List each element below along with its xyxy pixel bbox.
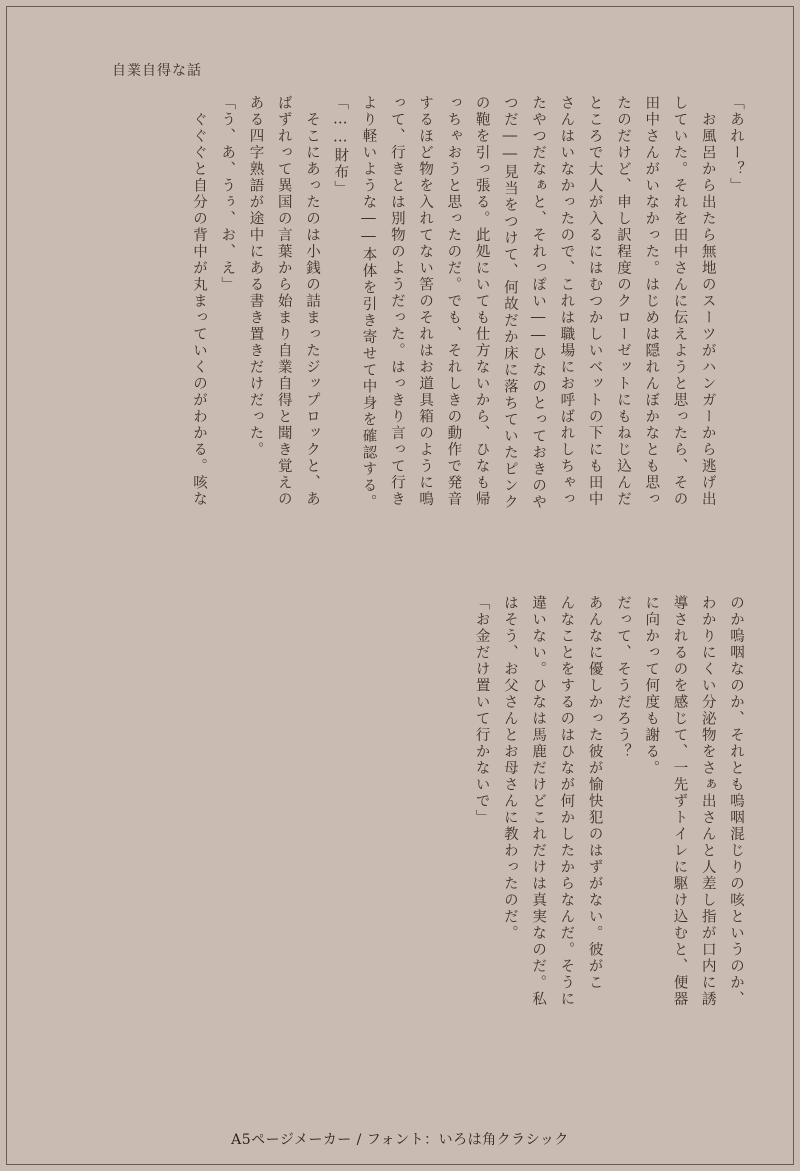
text-column: 「お金だけ置いて行かないで」 bbox=[473, 595, 490, 826]
text-column: つだ――見当をつけて、何故だか床に落ちていたピンク bbox=[501, 95, 518, 511]
text-column: お風呂から出たら無地のスーツがハンガーから逃げ出 bbox=[699, 95, 716, 508]
text-column: たのだけど、申し訳程度のクローゼットにもねじ込んだ bbox=[614, 95, 631, 508]
text-column: はそう、お父さんとお母さんに教わったのだ。 bbox=[501, 595, 518, 942]
text-column: んなことをするのはひなが何かしたからなんだ。そうに bbox=[558, 595, 575, 1008]
text-column: 「う、あ、うぅ、お、え」 bbox=[219, 95, 236, 293]
text-column: 「あれー？」 bbox=[728, 95, 744, 194]
text-column: より軽いような――本体を引き寄せて中身を確認する。 bbox=[360, 95, 377, 511]
text-column: って、行きとは別物のようだった。はっきり言って行き bbox=[388, 95, 405, 508]
text-column: さんはいなかったので、これは職場にお呼ばれしちゃっ bbox=[558, 95, 575, 508]
text-column: のか嗚咽なのか、それとも嗚咽混じりの咳というのか、 bbox=[728, 595, 744, 1008]
text-column: 導されるのを感じて、一先ずトイレに駆け込むと、便器 bbox=[671, 595, 688, 1008]
text-column: そこにあったのは小銭の詰まったジップロックと、あ bbox=[304, 95, 321, 508]
text-column: に向かって何度も謝る。 bbox=[643, 595, 660, 777]
text-column: 違いない。ひなは馬鹿だけどこれだけは真実なのだ。私 bbox=[530, 595, 547, 1008]
text-column: ところで大人が入るにはむつかしいベットの下にも田中 bbox=[586, 95, 603, 508]
text-column: の鞄を引っ張る。此処にいても仕方ないから、ひなも帰 bbox=[473, 95, 490, 508]
text-column: ぐぐぐと自分の背中が丸まっていくのがわかる。咳な bbox=[190, 95, 207, 508]
text-column: ばずれって異国の言葉から始まり自業自得と聞き覚えの bbox=[275, 95, 292, 508]
footer-credit: A5ページメーカー / フォント：いろは角クラシック bbox=[231, 1132, 569, 1148]
text-column: だって、そうだろう？ bbox=[614, 595, 631, 760]
text-column: していた。それを田中さんに伝えようと思ったら、その bbox=[671, 95, 688, 508]
text-column: たやつだなぁと、それっぽい――ひなのとっておきのや bbox=[530, 95, 547, 511]
text-column: 田中さんがいなかった。はじめは隠れんぼかなとも思っ bbox=[643, 95, 660, 508]
text-column: 「……財布」 bbox=[332, 95, 349, 197]
text-column: あんなに優しかった彼が愉快犯のはずがない。彼がこ bbox=[586, 595, 603, 991]
text-block-upper bbox=[185, 95, 750, 595]
body-text-area bbox=[60, 95, 750, 1075]
text-block-lower bbox=[467, 595, 750, 1008]
text-column: するほど物を入れてない筈のそれはお道具箱のように鳴 bbox=[417, 95, 434, 508]
text-column: っちゃおうと思ったのだ。でも、それしきの動作で発音 bbox=[445, 95, 462, 508]
text-column: わかりにくい分泌物をさぁ出さんと人差し指が口内に誘 bbox=[699, 595, 716, 1008]
page-title: 自業自得な話 bbox=[112, 63, 202, 79]
text-column: ある四字熟語が途中にある書き置きだけだった。 bbox=[247, 95, 264, 458]
